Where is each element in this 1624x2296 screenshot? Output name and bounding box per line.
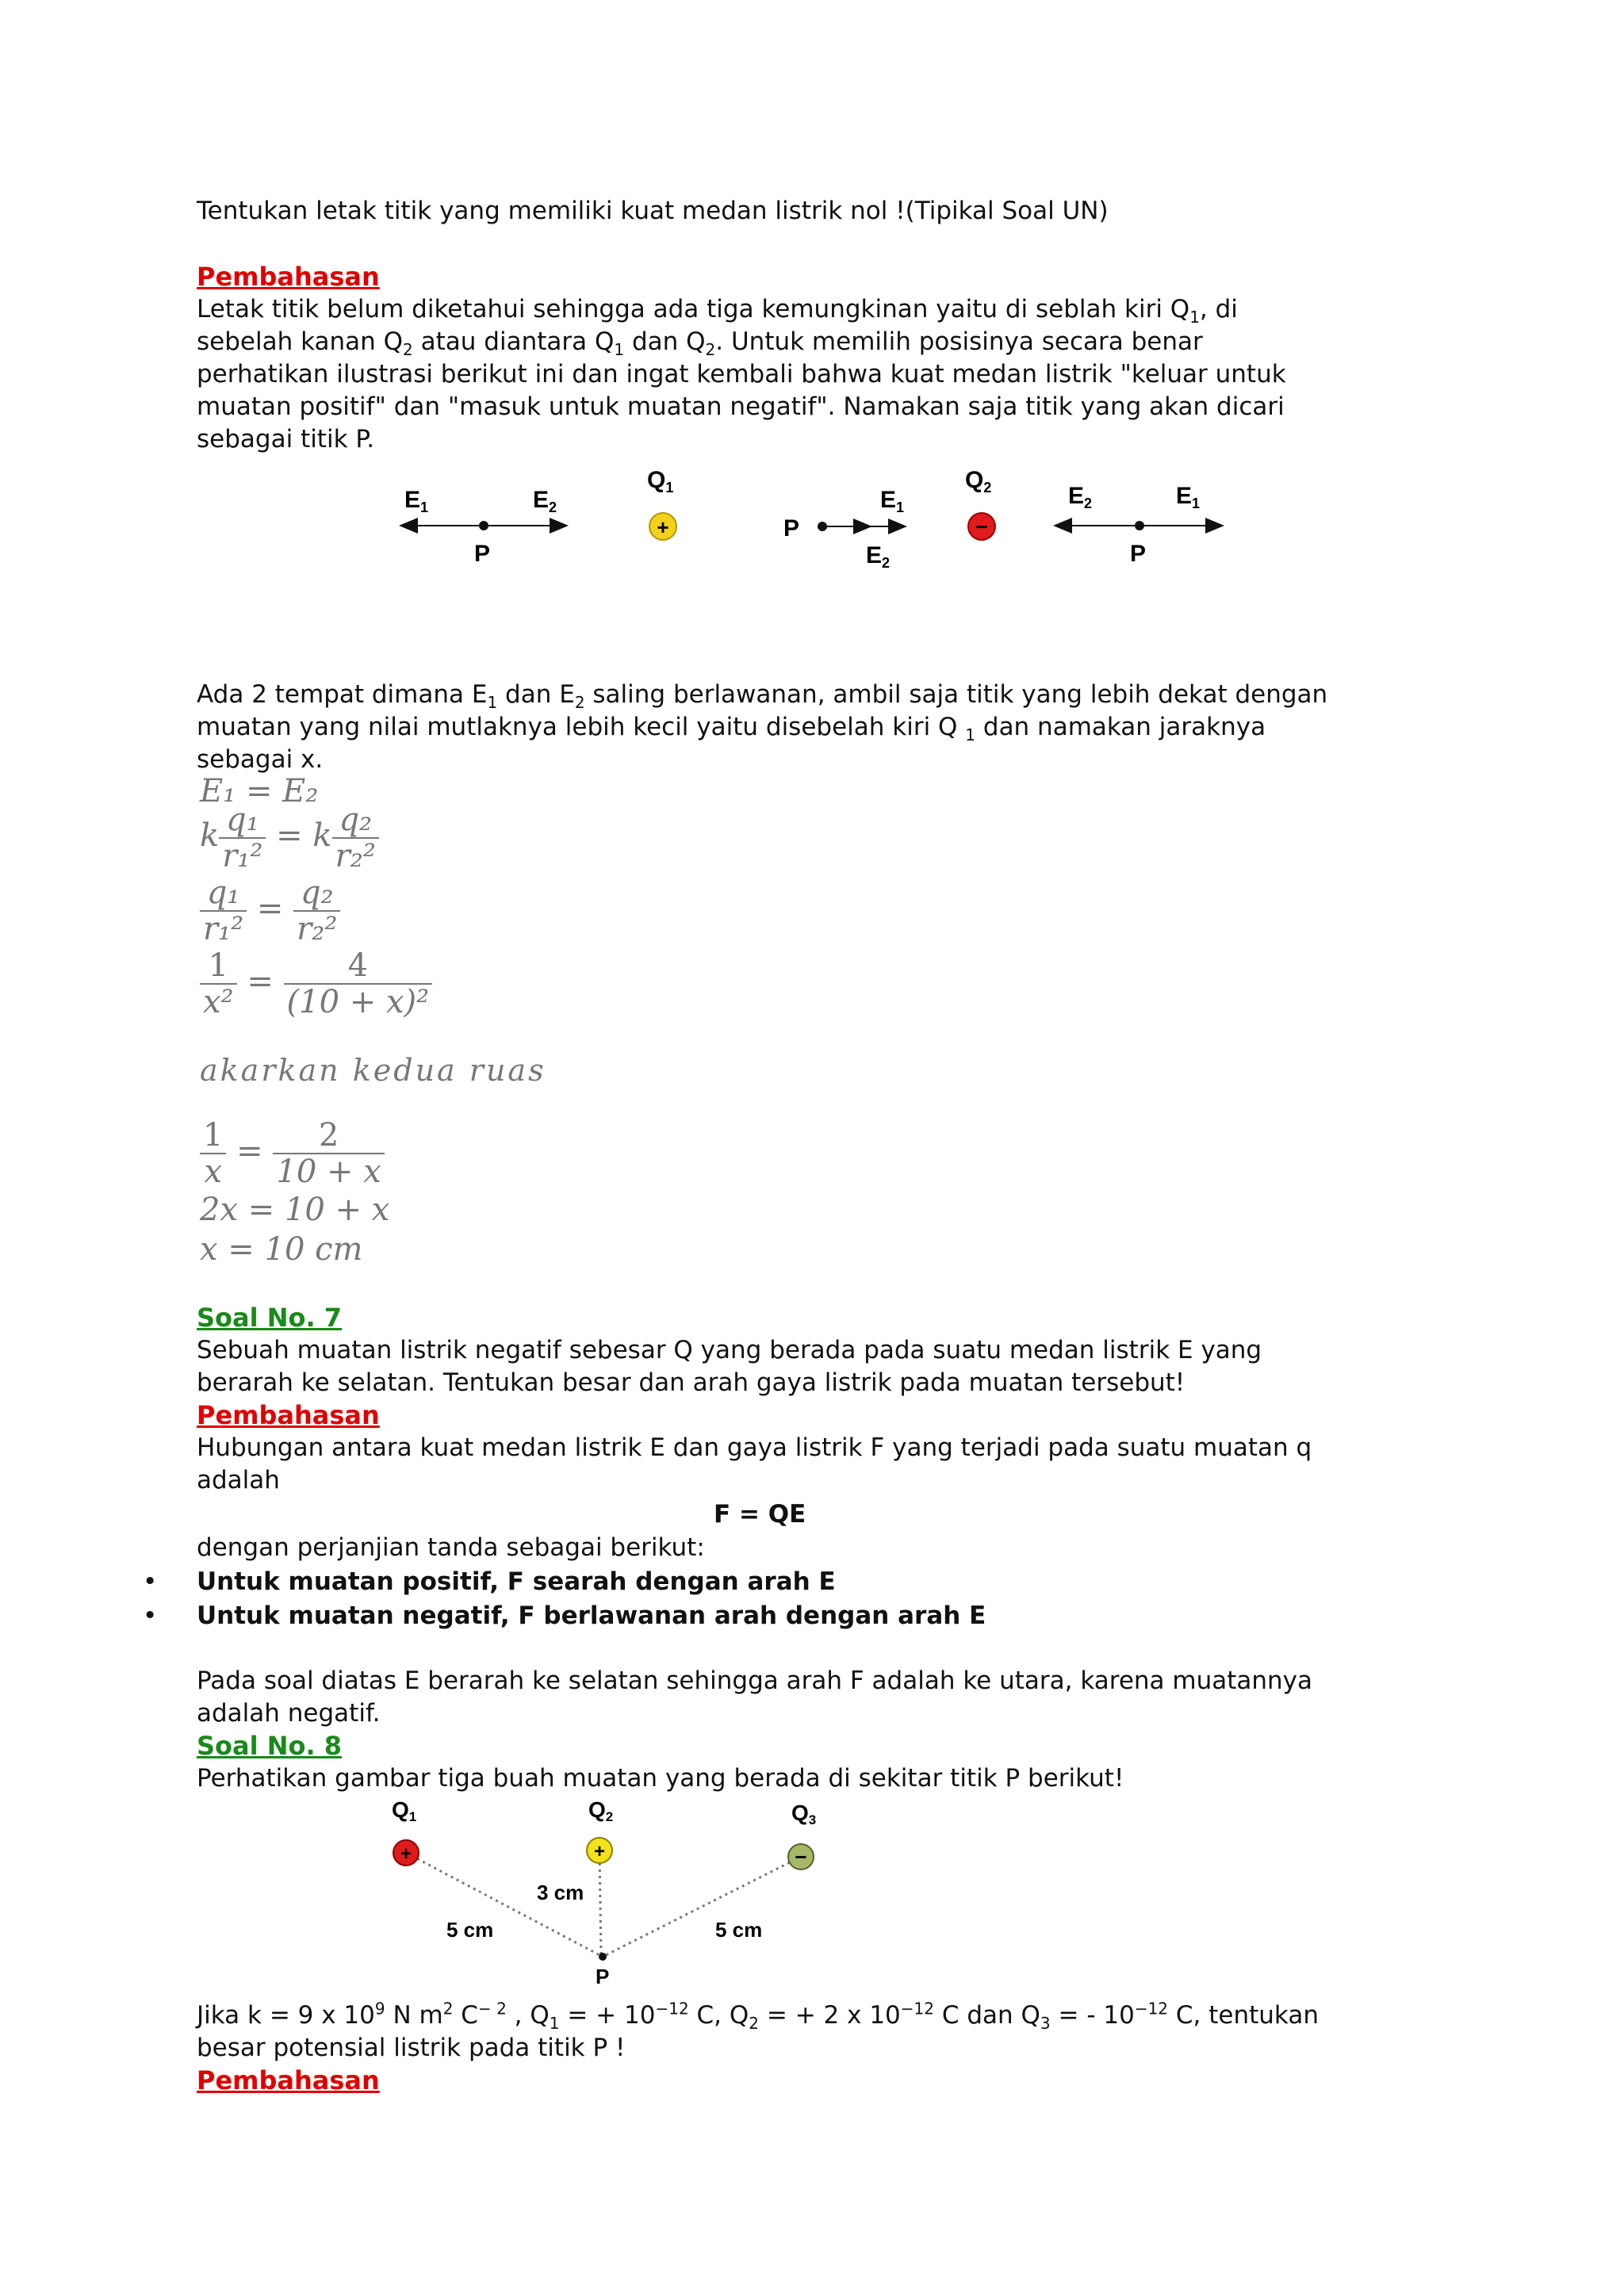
line-q2-p bbox=[599, 1850, 601, 1957]
label-q2: $Q_2$ bbox=[965, 467, 992, 496]
math-note: akarkan kedua ruas bbox=[200, 1053, 546, 1088]
point-p-right bbox=[1135, 521, 1144, 530]
line-q3-p bbox=[603, 1857, 801, 1957]
para2-line1: Ada 2 tempat dimana $E_1$ dan $E_2$ saling berlawanan, ambil saja titik yang lebih dekat dengan bbox=[197, 680, 1328, 713]
math-eq5: $\frac{1}{x}$ = $\frac{2}{10 + x}$ bbox=[200, 1118, 385, 1189]
label-q1: Q1 bbox=[392, 1797, 417, 1824]
q2-sign: + bbox=[593, 1841, 606, 1862]
pembahasan-heading-1: Pembahasan bbox=[197, 262, 380, 292]
label-p-middle: P bbox=[783, 515, 800, 541]
point-p-left bbox=[479, 521, 488, 530]
soal7-sol-line3: dengan perjanjian tanda sebagai berikut: bbox=[197, 1533, 705, 1562]
bullet-item: • Untuk muatan negatif, F berlawanan arah dengan arah E bbox=[143, 1601, 986, 1630]
soal-8-heading: Soal No. 8 bbox=[197, 1731, 343, 1761]
para2-line2: muatan yang nilai mutlaknya lebih kecil yaitu disebelah kiri Q $_1$ dan namakan jaraknya bbox=[197, 713, 1266, 745]
label-e1-middle: $E_1$ bbox=[880, 487, 905, 515]
q2-sign: − bbox=[975, 515, 989, 539]
math-eq4: $\frac{1}{\text{x²}}$ = $\frac{4}{\text{(10 + x)²}}$ bbox=[200, 948, 432, 1020]
sol1-line5: sebagai titik P. bbox=[197, 425, 375, 453]
point-p bbox=[599, 1953, 607, 1961]
soal7-sol-line2: adalah bbox=[197, 1466, 280, 1494]
math-eq2: k $\frac{\text{q₁}}{\text{r₁²}}$ = k $\frac{\text{q₂}}{\text{r₂²}}$ bbox=[200, 802, 379, 874]
field-diagram-1 bbox=[381, 460, 1253, 587]
sign-convention-list bbox=[143, 1565, 1332, 1633]
sol1-line1: Letak titik belum diketahui sehingga ada tiga kemungkinan yaitu di seblah kiri $Q_1$, di bbox=[197, 295, 1238, 327]
line-q1-p bbox=[406, 1853, 603, 1957]
soal-7-heading: Soal No. 7 bbox=[197, 1303, 343, 1333]
q3-sign: − bbox=[795, 1845, 807, 1869]
distance-q3-p: 5 cm bbox=[715, 1918, 763, 1942]
math-eq6: 2x = 10 + x bbox=[200, 1192, 390, 1228]
soal7-line1: Sebuah muatan listrik negatif sebesar Q yang berada pada suatu medan listrik E yang bbox=[197, 1336, 1262, 1364]
label-q3: Q3 bbox=[791, 1800, 817, 1827]
soal7-conclusion2: adalah negatif. bbox=[197, 1699, 381, 1728]
label-e2-right: $E_2$ bbox=[1068, 483, 1093, 511]
pembahasan-heading-2: Pembahasan bbox=[197, 1400, 380, 1430]
charges-diagram-2 bbox=[373, 1793, 864, 1992]
soal7-line2: berarah ke selatan. Tentukan besar dan arah gaya listrik pada muatan tersebut! bbox=[197, 1368, 1185, 1397]
soal8-line1: Perhatikan gambar tiga buah muatan yang berada di sekitar titik P berikut! bbox=[197, 1764, 1124, 1793]
label-q2: Q2 bbox=[588, 1797, 614, 1824]
label-p: P bbox=[596, 1965, 610, 1988]
q1-sign: + bbox=[400, 1843, 412, 1865]
math-eq3: $\frac{\text{q₁}}{\text{r₁²}}$ = $\frac{\text{q₂}}{\text{r₂²}}$ bbox=[200, 875, 340, 947]
q1-sign: + bbox=[657, 515, 669, 539]
soal7-sol-line1: Hubungan antara kuat medan listrik E dan gaya listrik F yang terjadi pada suatu muatan q bbox=[197, 1433, 1312, 1462]
pembahasan-heading-3: Pembahasan bbox=[197, 2065, 380, 2095]
intro-text: Tentukan letak titik yang memiliki kuat medan listrik nol !(Tipikal Soal UN) bbox=[197, 197, 1109, 225]
distance-q2-p: 3 cm bbox=[537, 1881, 584, 1904]
label-q1: $Q_1$ bbox=[647, 467, 674, 496]
soal8-line3: besar potensial listrik pada titik P ! bbox=[197, 2034, 626, 2062]
label-e1-right: $E_1$ bbox=[1176, 483, 1201, 511]
sol1-line3: perhatikan ilustrasi berikut ini dan ingat kembali bahwa kuat medan listrik "keluar untuk bbox=[197, 360, 1286, 388]
sol1-line4: muatan positif" dan "masuk untuk muatan negatif". Namakan saja titik yang akan dicari bbox=[197, 392, 1285, 421]
label-e1-left: $E_1$ bbox=[404, 487, 429, 515]
soal7-conclusion1: Pada soal diatas E berarah ke selatan sehingga arah F adalah ke utara, karena muatannya bbox=[197, 1667, 1313, 1695]
label-e2-middle: $E_2$ bbox=[866, 542, 891, 571]
label-e2-left: $E_2$ bbox=[533, 487, 557, 515]
label-p-right: P bbox=[1130, 541, 1147, 567]
distance-q1-p: 5 cm bbox=[446, 1918, 494, 1942]
soal8-given: Jika k = 9 x $10^9$ N $m^2$ $C^{- 2}$ , $Q_1$ = + $10^{-12}$ C, $Q_2$ = + 2 x $10^{-12}$ C dan $Q_3$ = - $10^{-12}$ C, tentukan bbox=[197, 1999, 1319, 2034]
para2-line3: sebagai x. bbox=[197, 745, 324, 774]
formula-f-qe: F = QE bbox=[714, 1500, 806, 1529]
bullet-item: • Untuk muatan positif, F searah dengan arah E bbox=[143, 1567, 836, 1596]
math-eq1: E₁ = E₂ bbox=[200, 773, 319, 809]
sol1-line2: sebelah kanan $Q_2$ atau diantara $Q_1$ dan $Q_2$. Untuk memilih posisinya secara benar bbox=[197, 327, 1203, 360]
math-result: x = 10 cm bbox=[200, 1231, 363, 1268]
label-p-left: P bbox=[474, 541, 491, 567]
